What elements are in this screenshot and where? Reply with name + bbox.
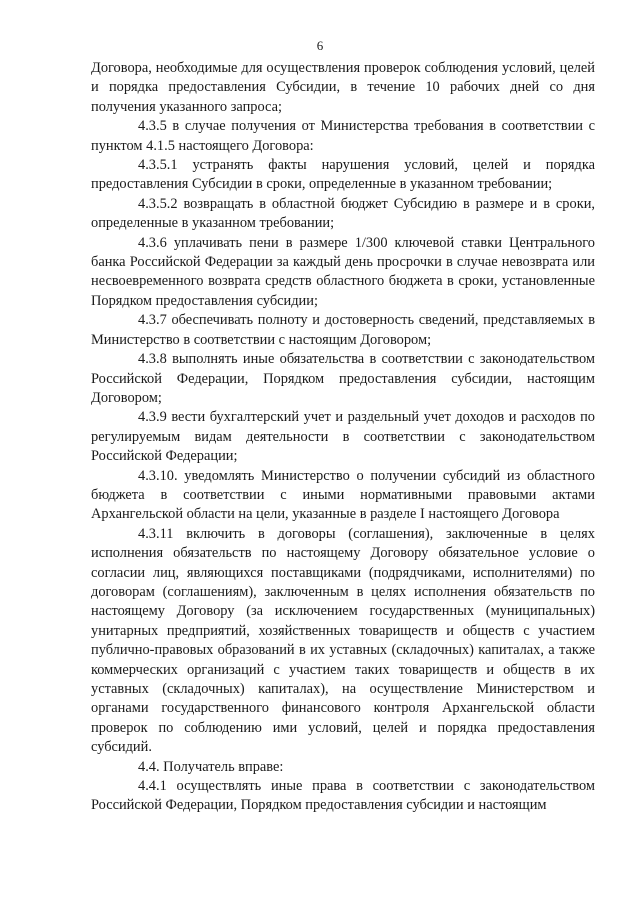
paragraph-4-3-7: 4.3.7 обеспечивать полноту и достоверность сведений, представляемых в Министерство в соответствии с настоящим Договором; [91,312,595,348]
paragraph-4-4: 4.4. Получатель вправе: [138,758,284,775]
page-number: 6 [316,38,324,53]
paragraph-4-4-1: 4.4.1 осуществлять иные права в соответствии с законодательством Российской Федерации, Порядком предоставления субсидии и настоящим [91,778,595,814]
paragraph-4-3-5: 4.3.5 в случае получения от Министерства требования в соответствии с пунктом 4.1.5 настоящего Договора: [91,118,595,154]
paragraph-4-3-8: 4.3.8 выполнять иные обязательства в соответствии с законодательством Российской Федерации, Порядком предоставления субсидии, настоящим Договором; [91,351,595,406]
paragraph-4-3-9: 4.3.9 вести бухгалтерский учет и раздельный учет доходов и расходов по регулируемым видам деятельности в соответствии с законодательством Российской Федерации; [91,409,595,465]
paragraph-4-3-5-1: 4.3.5.1 устранять факты нарушения условий, целей и порядка предоставления Субсидии в сроки, определенные в указанном требовании; [91,157,595,193]
paragraph-continuation: Договора, необходимые для осуществления проверок соблюдения условий, целей и порядка предоставления Субсидии, в течение 10 рабочих дней со дня получения указанного запроса; [91,60,595,115]
paragraph-4-3-10: 4.3.10. уведомлять Министерство о получении субсидий из областного бюджета в соответствии с иными нормативными правовыми актами Архангельской области на цели, указанные в разделе I настоящего Договора [91,467,595,523]
paragraph-4-3-11: 4.3.11 включить в договоры (соглашения), заключенные в целях исполнения обязательств по настоящему Договору обязательное условие о согласии лиц, являющихся поставщиками (подрядчиками, исполнителями) по договорам (соглашениям), заключенным в целях исполнения обязательств по настоящему Договору (за исключением государственных (муниципальных) унитарных предприятий, хозяйственных товариществ и обществ с участием публично-правовых образований в их уставных (складочных) капиталах, а также коммерческих организаций с участием таких товариществ и обществ в их уставных (складочных) капиталах), на осуществление Министерством и органами государственного финансового контроля Архангельской области проверок по соблюдению ими условий, целей и порядка предоставления субсидий. [91,525,595,756]
document-body [91,59,595,816]
paragraph-4-3-6: 4.3.6 уплачивать пени в размере 1/300 ключевой ставки Центрального банка Российской Федерации за каждый день просрочки в случае невозврата или несвоевременного возврата средств областного бюджета в сроки, установленные Порядком предоставления субсидии; [91,234,595,309]
paragraph-4-3-5-2: 4.3.5.2 возвращать в областной бюджет Субсидию в размере и в сроки, определенные в указанном требовании; [91,195,595,232]
